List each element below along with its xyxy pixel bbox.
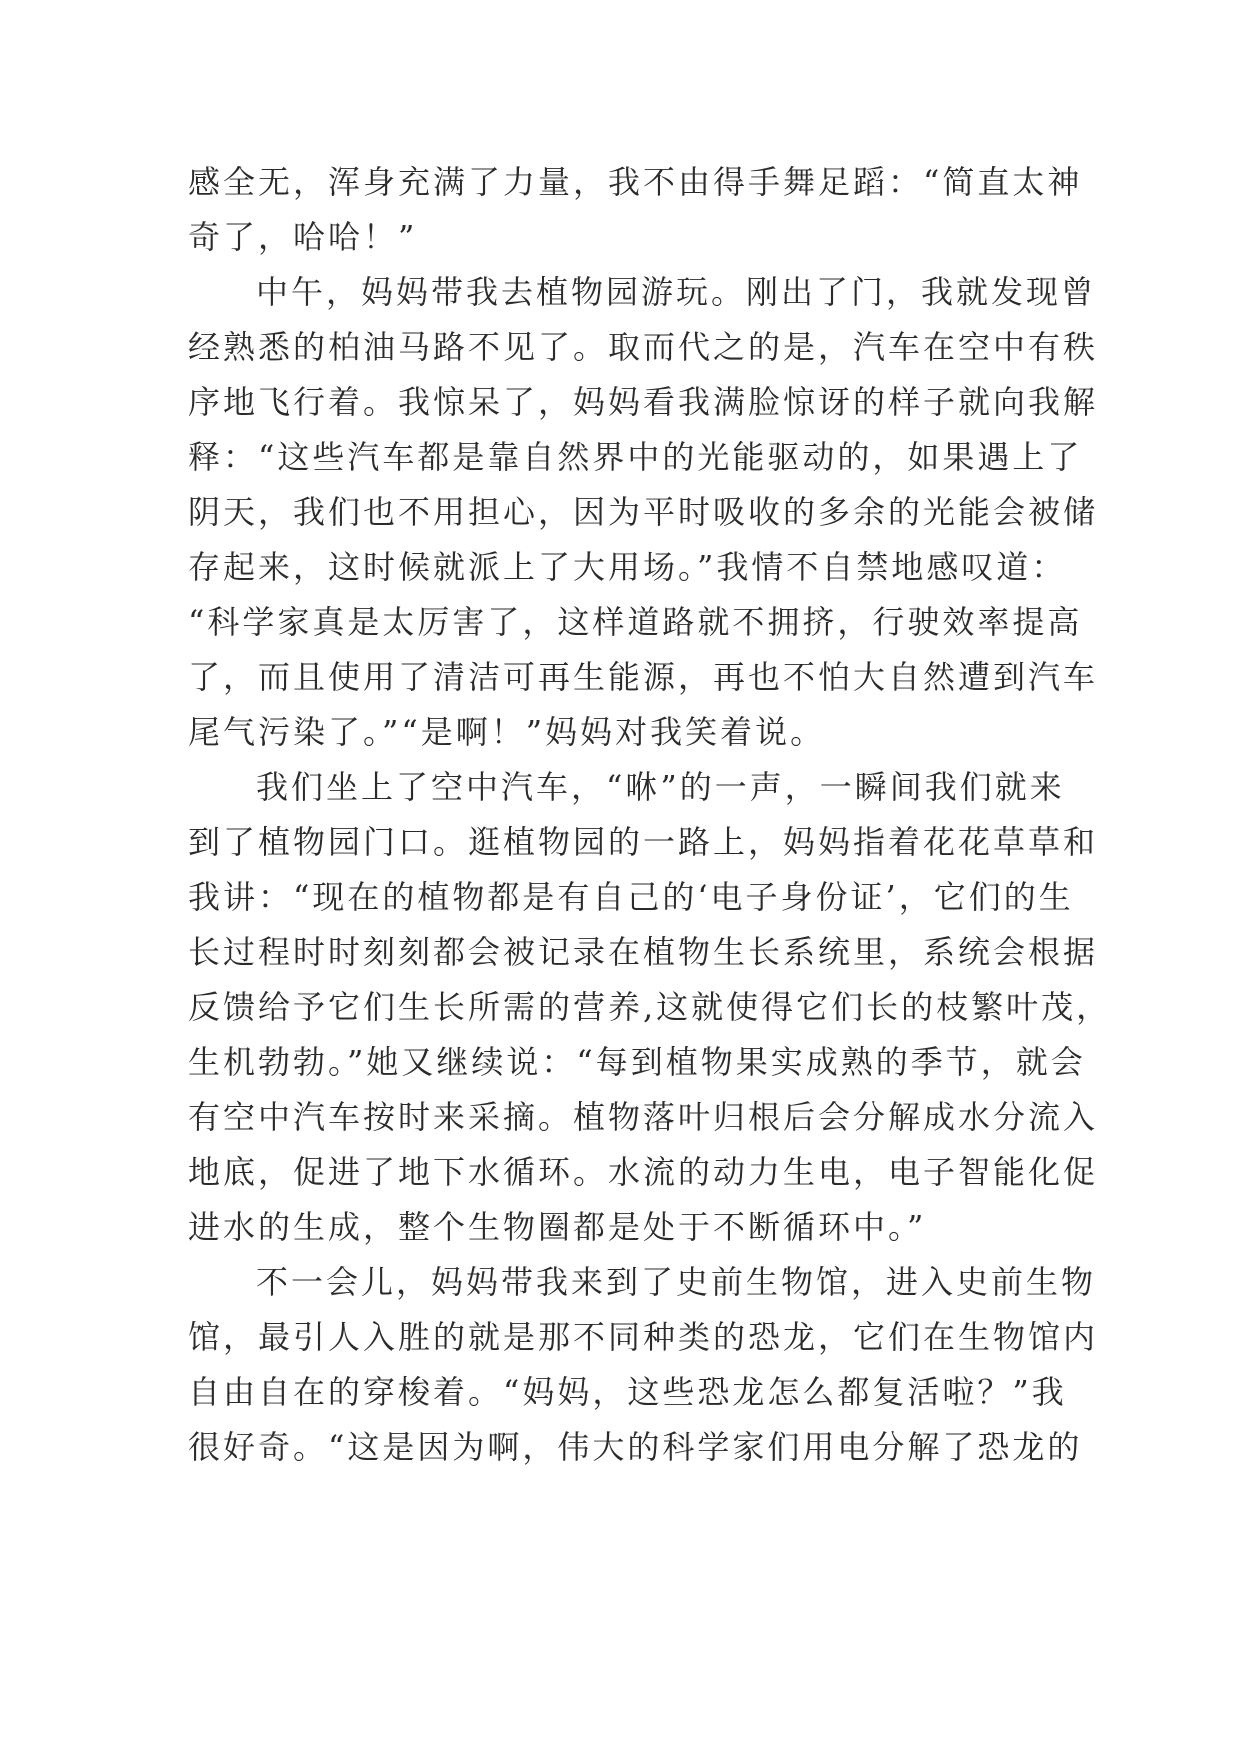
text-line: 序地飞行着。我惊呆了，妈妈看我满脸惊讶的样子就向我解: [188, 383, 1099, 421]
text-line: 尾气污染了。”“是啊！”妈妈对我笑着说。: [188, 713, 826, 751]
text-line: 释：“这些汽车都是靠自然界中的光能驱动的，如果遇上了: [188, 438, 1083, 476]
text-line: 经熟悉的柏油马路不见了。取而代之的是，汽车在空中有秩: [188, 328, 1099, 366]
text-line: 反馈给予它们生长所需的营养,这就使得它们长的枝繁叶茂，: [188, 988, 1112, 1026]
body-text: [188, 155, 1112, 1475]
text-line: 自由自在的穿梭着。“妈妈，这些恐龙怎么都复活啦？”我: [188, 1373, 1067, 1411]
text-line: 有空中汽车按时来采摘。植物落叶归根后会分解成水分流入: [188, 1098, 1099, 1136]
text-line: 奇了，哈哈！”: [188, 218, 418, 256]
text-line: 长过程时时刻刻都会被记录在植物生长系统里，系统会根据: [188, 933, 1099, 971]
paragraph-first-line: 不一会儿，妈妈带我来到了史前生物馆，进入史前生物: [256, 1263, 1097, 1301]
text-line: 感全无，浑身充满了力量，我不由得手舞足蹈：“简直太神: [188, 163, 1083, 201]
text-line: “科学家真是太厉害了，这样道路就不拥挤，行驶效率提高: [188, 603, 1083, 641]
text-line: 存起来，这时候就派上了大用场。”我情不自禁地感叹道：: [188, 548, 1067, 586]
text-line: 了，而且使用了清洁可再生能源，再也不怕大自然遭到汽车: [188, 658, 1099, 696]
paragraph-first-line: 中午，妈妈带我去植物园游玩。刚出了门，我就发现曾: [256, 273, 1097, 311]
text-line: 地底，促进了地下水循环。水流的动力生电，电子智能化促: [188, 1153, 1099, 1191]
text-line: 馆，最引人入胜的就是那不同种类的恐龙，它们在生物馆内: [188, 1318, 1099, 1356]
text-line: 阴天，我们也不用担心，因为平时吸收的多余的光能会被储: [188, 493, 1099, 531]
text-line: 生机勃勃。”她又继续说：“每到植物果实成熟的季节，就会: [188, 1043, 1086, 1081]
text-line: 到了植物园门口。逛植物园的一路上，妈妈指着花花草草和: [188, 823, 1099, 861]
paragraph-first-line: 我们坐上了空中汽车，“咻”的一声，一瞬间我们就来: [256, 768, 1065, 806]
text-line: 我讲：“现在的植物都是有自己的‘电子身份证’，它们的生: [188, 878, 1074, 916]
text-line: 很好奇。“这是因为啊，伟大的科学家们用电分解了恐龙的: [188, 1428, 1083, 1466]
text-line: 进水的生成，整个生物圈都是处于不断循环中。”: [188, 1208, 927, 1246]
